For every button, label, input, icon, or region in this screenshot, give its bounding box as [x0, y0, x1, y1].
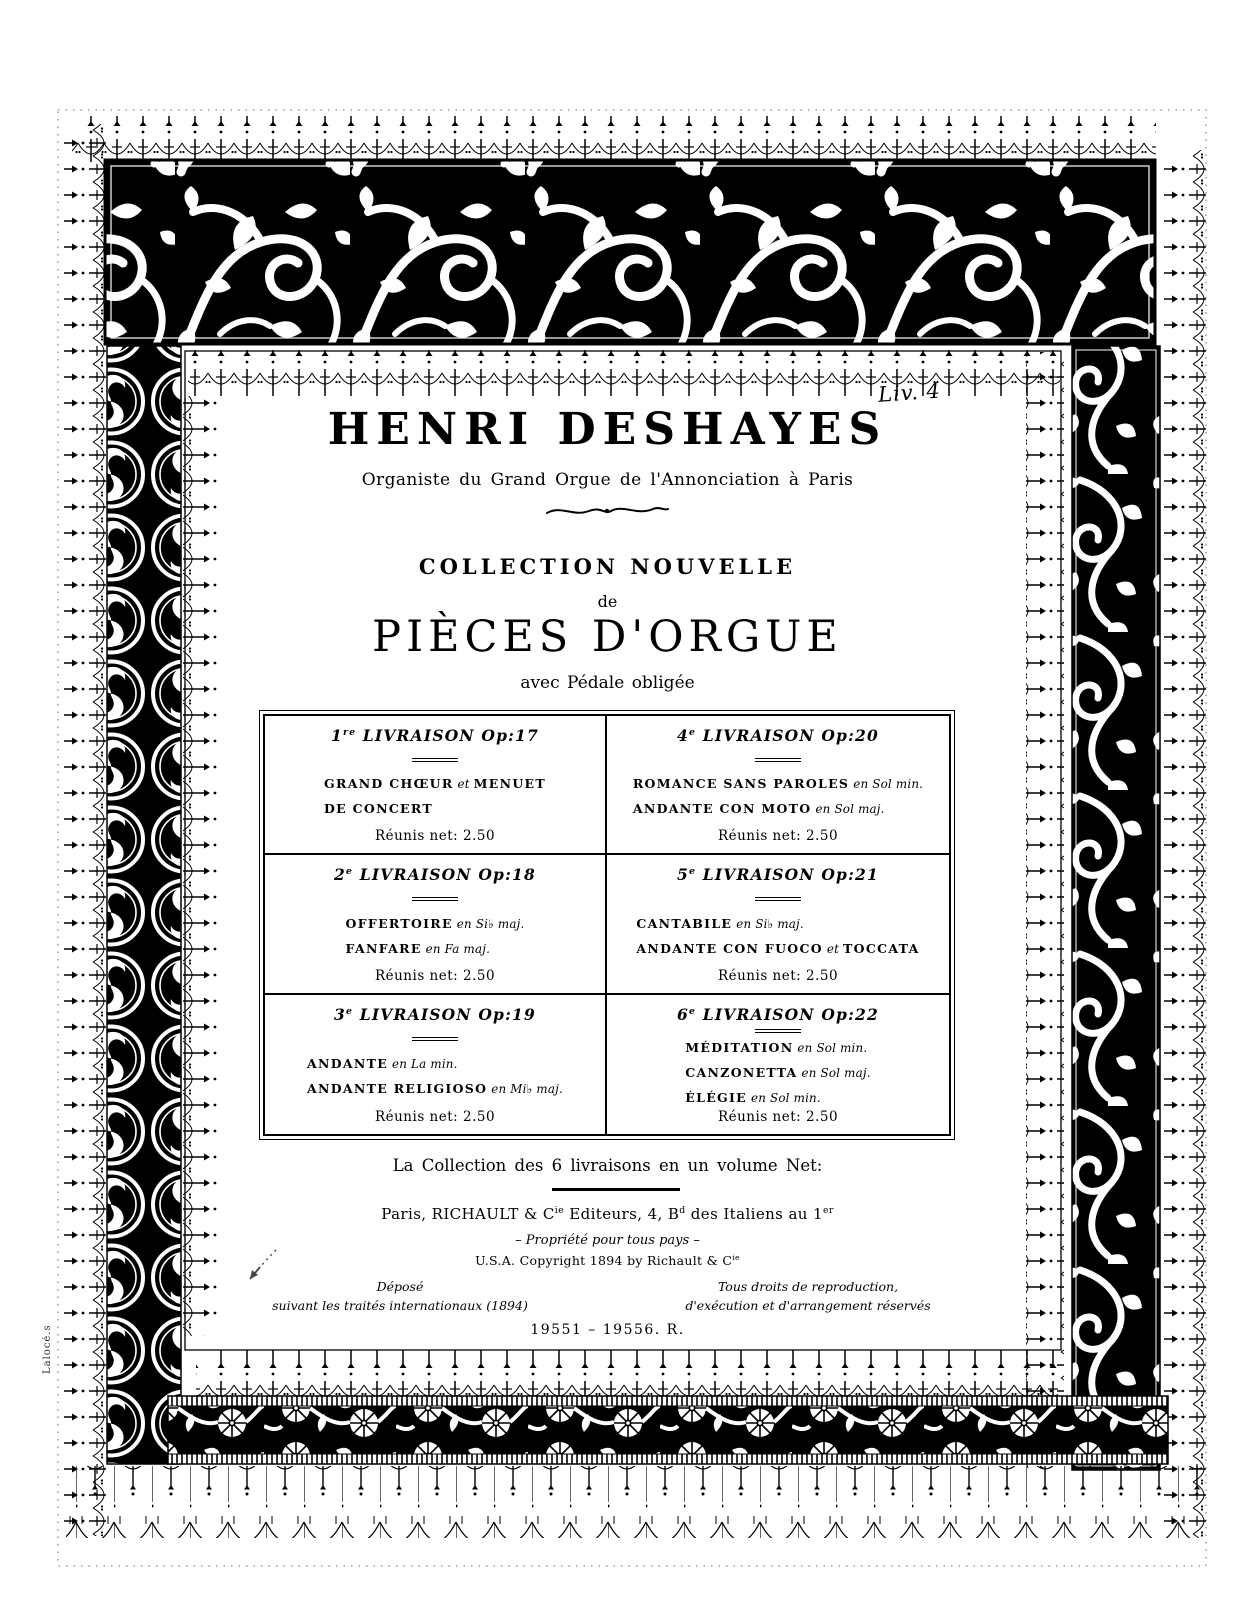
page-title: PIÈCES D'ORGUE — [372, 612, 843, 662]
inner-right-lace — [1026, 352, 1064, 1468]
series-title: COLLECTION NOUVELLE — [418, 554, 797, 579]
livraison-header: 4e LIVRAISON Op:20 — [677, 726, 879, 745]
reserved-notice — [628, 1277, 988, 1316]
piece-title: CANZONETTA en Sol maj. — [685, 1064, 871, 1080]
piece-title: GRAND CHŒUR et MENUET — [324, 776, 546, 792]
price-line: Réunis net: 2.50 — [717, 828, 839, 845]
page-subtitle: avec Pédale obligée — [520, 673, 695, 693]
livraison-header: 1re LIVRAISON Op:17 — [330, 726, 540, 745]
catalog-grid — [263, 714, 951, 1136]
livraison-header: 2e LIVRAISON Op:18 — [334, 865, 536, 885]
top-floral-band — [105, 160, 1155, 344]
catalog-cell-3 — [265, 855, 607, 994]
piece-title: DE CONCERT — [324, 801, 433, 817]
catalog-cell-1 — [265, 716, 607, 855]
inner-bottom-fringe — [196, 1350, 1058, 1396]
header-rule — [755, 758, 801, 762]
divider-rule — [552, 1188, 680, 1191]
piece-title: ANDANTE CON FUOCO et TOCCATA — [636, 940, 920, 956]
depot-line-2: suivant les traités internationaux (1894) — [272, 1298, 528, 1314]
price-line: Réunis net: 2.50 — [374, 828, 496, 845]
right-scroll-band — [1072, 346, 1160, 1470]
handwritten-arrow-annotation — [240, 1246, 284, 1290]
series-connector: de — [597, 592, 618, 611]
piece-title: ANDANTE CON MOTO en Sol maj. — [632, 801, 885, 817]
piece-title: ROMANCE SANS PAROLES en Sol min. — [632, 776, 924, 792]
left-medallion-band — [107, 346, 181, 1464]
outer-right-lace — [1164, 150, 1206, 1538]
catalog-cell-4 — [607, 855, 949, 994]
plate-number: 19551 – 19556. R. — [530, 1322, 685, 1338]
rights-line: – Propriété pour tous pays – — [515, 1233, 700, 1248]
piece-title: FANFARE en Fa maj. — [345, 940, 491, 956]
header-rule — [755, 897, 801, 901]
price-line: Réunis net: 2.50 — [717, 967, 839, 984]
piece-title: CANTABILE en Si♭ maj. — [636, 915, 804, 931]
flourish-divider — [545, 503, 670, 519]
livraison-header: 5e LIVRAISON Op:21 — [677, 865, 879, 885]
depot-notice — [250, 1277, 550, 1316]
header-rule — [412, 758, 458, 762]
edition-label: Liv. 4 — [877, 378, 942, 407]
bottom-arcade-fringe — [66, 1466, 1202, 1538]
composer-title: Organiste du Grand Orgue de l'Annonciation à Paris — [361, 470, 854, 490]
reserved-line-2: d'exécution et d'arrangement réservés — [685, 1298, 931, 1314]
volume-note: La Collection des 6 livraisons en un volume Net: — [392, 1156, 823, 1175]
bottom-rosette-band — [168, 1396, 1168, 1464]
piece-title: ANDANTE RELIGIOSO en Mi♭ maj. — [307, 1081, 563, 1097]
catalog-cell-6 — [607, 995, 949, 1134]
outer-left-lace — [64, 124, 106, 1536]
header-rule — [412, 1037, 458, 1041]
inner-left-lace — [183, 396, 221, 1336]
livraison-header: 6e LIVRAISON Op:22 — [677, 1004, 879, 1024]
catalog-cell-5 — [265, 995, 607, 1134]
piece-title: OFFERTOIRE en Si♭ maj. — [345, 915, 525, 931]
composer-name: HENRI DESHAYES — [327, 404, 888, 455]
engraver-mark: Lalocé.s — [42, 1324, 53, 1374]
livraison-header: 3e LIVRAISON Op:19 — [334, 1004, 536, 1024]
price-line: Réunis net: 2.50 — [717, 1108, 839, 1125]
usa-copyright: U.S.A. Copyright 1894 by Richault & $C^{ie}$ — [475, 1253, 740, 1269]
price-line: Réunis net: 2.50 — [374, 1108, 496, 1125]
header-rule — [755, 1029, 801, 1033]
outer-top-fringe — [72, 116, 1156, 162]
piece-title: ÉLÉGIE en Sol min. — [685, 1089, 821, 1105]
depot-line-1: Déposé — [376, 1279, 424, 1294]
piece-title: ANDANTE en La min. — [307, 1056, 458, 1072]
reserved-line-1: Tous droits de reproduction, — [717, 1279, 899, 1294]
header-rule — [412, 897, 458, 901]
publisher-line: Paris, RICHAULT & $C^{ie}$ Editeurs, 4, $B^d$ des Italiens au 1er — [381, 1205, 834, 1223]
piece-title: MÉDITATION en Sol min. — [685, 1039, 868, 1055]
price-line: Réunis net: 2.50 — [374, 967, 496, 984]
catalog-cell-2 — [607, 716, 949, 855]
